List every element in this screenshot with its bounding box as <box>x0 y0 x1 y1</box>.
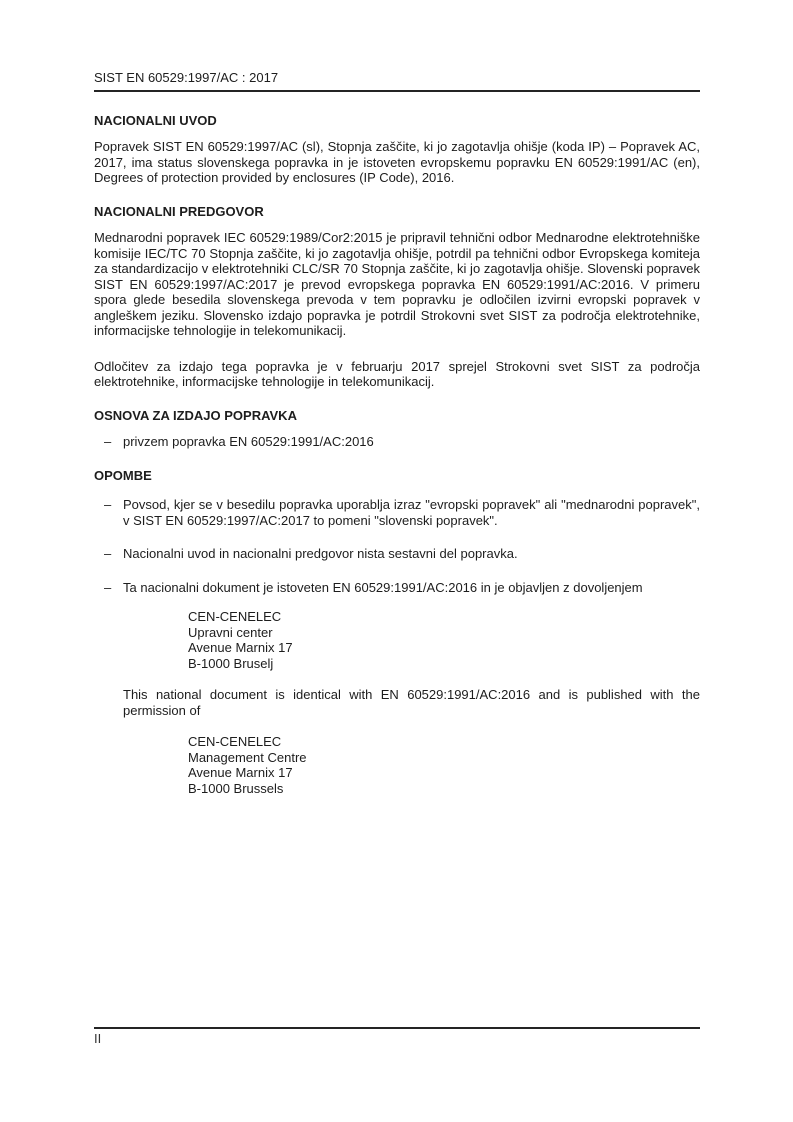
paragraph-predgovor-2: Odločitev za izdajo tega popravka je v februarju 2017 sprejel Strokovni svet SIST za področja elektrotehnike, informacijske tehnologije in telekomunikacij. <box>94 358 700 389</box>
document-reference: SIST EN 60529:1997/AC : 2017 <box>94 70 279 85</box>
list-item-text: Povsod, kjer se v besedilu popravka uporablja izraz "evropski popravek" ali "mednarodni popravek", v SIST EN 60529:1997/AC:2017 to pomeni "slovenski popravek". <box>123 497 700 528</box>
section-heading-opombe: OPOMBE <box>94 467 152 483</box>
address-line-street: Avenue Marnix 17 <box>188 640 293 655</box>
dash-bullet-marker: – <box>104 434 112 449</box>
dash-bullet-marker: – <box>104 579 112 595</box>
list-item <box>104 434 700 450</box>
list-item-text: privzem popravka EN 60529:1991/AC:2016 <box>123 434 374 449</box>
list-item <box>104 497 700 528</box>
page-header <box>94 0 700 92</box>
list-item <box>104 546 700 562</box>
paragraph-english-permission: This national document is identical with EN 60529:1991/AC:2016 and is published with the permission of <box>123 687 700 718</box>
address-block-cenelec-en <box>188 734 700 796</box>
page-content <box>94 0 700 796</box>
paragraph-uvod: Popravek SIST EN 60529:1997/AC (sl), Stopnja zaščite, ki jo zagotavlja ohišje (koda IP) – Popravek AC, 2017, ima status slovenskega popravka in je istoveten evropskemu popravku EN 60529:1991/AC (en), Degrees of protection provided by enclosures (IP Code), 2016. <box>94 139 700 185</box>
address-line-city: B-1000 Brussels <box>188 780 284 796</box>
address-line-city: B-1000 Bruselj <box>188 655 274 671</box>
dash-bullet-marker: – <box>104 546 112 561</box>
paragraph-predgovor-1: Mednarodni popravek IEC 60529:1989/Cor2:2015 je pripravil tehnični odbor Mednarodne elektrotehniške komisije IEC/TC 70 Stopnja zaščite, ki jo zagotavlja ohišje, potrdil pa tehnični odbor Evropskega komiteja za standardizacijo v elektrotehniki CLC/SR 70 Stopnja zaščite, ki jo zagotavlja ohišje. Slovenski popravek SIST EN 60529:1997/AC:2017 je prevod evropskega popravka EN 60529:1991/AC:2016. V primeru spora glede besedila slovenskega prevoda v tem popravku je odločilen izvirni evropski popravek v angleškem jeziku. Slovensko izdajo popravka je potrdil Strokovni svet SIST za področja elektrotehnike, informacijske tehnologije in telekomunikacij. <box>94 230 700 338</box>
section-heading-osnova: OSNOVA ZA IZDAJO POPRAVKA <box>94 407 297 423</box>
list-item-text: Nacionalni uvod in nacionalni predgovor nista sestavni del popravka. <box>123 546 518 561</box>
dash-bullet-marker: – <box>104 497 112 512</box>
page-number: II <box>94 1031 102 1046</box>
section-heading-nacionalni-uvod: NACIONALNI UVOD <box>94 112 217 128</box>
address-block-cenelec-sl <box>188 609 700 671</box>
page-footer <box>94 1027 700 1047</box>
address-line-org: CEN-CENELEC <box>188 609 282 624</box>
address-line-street: Avenue Marnix 17 <box>188 765 293 780</box>
address-line-centre: Management Centre <box>188 749 307 765</box>
list-item-text: Ta nacionalni dokument je istoveten EN 60529:1991/AC:2016 in je objavljen z dovoljenjem <box>123 579 643 595</box>
list-item <box>104 580 700 596</box>
section-heading-nacionalni-predgovor: NACIONALNI PREDGOVOR <box>94 203 264 219</box>
address-line-org: CEN-CENELEC <box>188 734 282 749</box>
address-line-centre: Upravni center <box>188 624 273 640</box>
